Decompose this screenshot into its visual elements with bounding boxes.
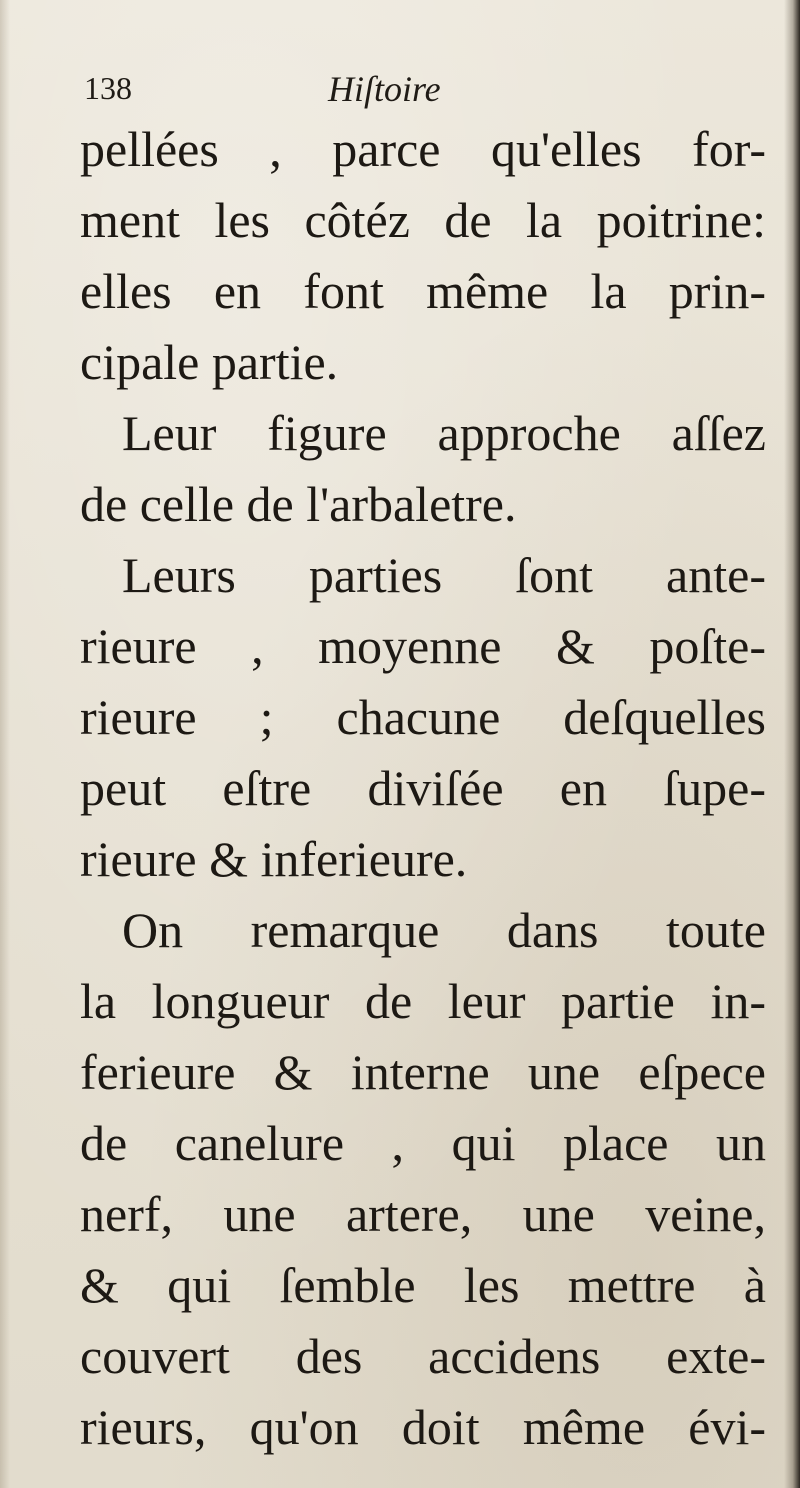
- text-line: elles en font même la prin-: [80, 263, 766, 319]
- text-line: Leur figure approche aſſez: [122, 405, 766, 461]
- text-line: rieure ; chacune deſquelles: [80, 689, 766, 745]
- text-line: rieure & inferieure.: [80, 831, 468, 887]
- running-head: [84, 70, 764, 110]
- running-title: Hiſtoire: [328, 69, 441, 109]
- text-line: Leurs parties ſont ante-: [122, 547, 766, 603]
- text-line: la longueur de leur partie in-: [80, 973, 766, 1029]
- text-line: ment les côtéz de la poitrine:: [80, 192, 766, 248]
- page-right-edge: [784, 0, 800, 1488]
- text-line: & qui ſemble les mettre à: [80, 1257, 766, 1313]
- page-number: 138: [84, 70, 132, 106]
- body-text: [80, 114, 766, 1463]
- text-line: ferieure & interne une eſpece: [80, 1044, 766, 1100]
- text-line: de canelure , qui place un: [80, 1115, 766, 1171]
- text-line: peut eſtre diviſée en ſupe-: [80, 760, 766, 816]
- text-line: On remarque dans toute: [122, 902, 766, 958]
- text-line: pellées , parce qu'elles for-: [80, 121, 766, 177]
- page-left-shadow: [0, 0, 10, 1488]
- text-line: de celle de l'arbaletre.: [80, 476, 517, 532]
- text-line: couvert des accidens exte-: [80, 1328, 766, 1384]
- text-line: rieurs, qu'on doit même évi-: [80, 1399, 766, 1455]
- text-line: nerf, une artere, une veine,: [80, 1186, 766, 1242]
- text-line: rieure , moyenne & poſte-: [80, 618, 766, 674]
- text-line: cipale partie.: [80, 334, 339, 390]
